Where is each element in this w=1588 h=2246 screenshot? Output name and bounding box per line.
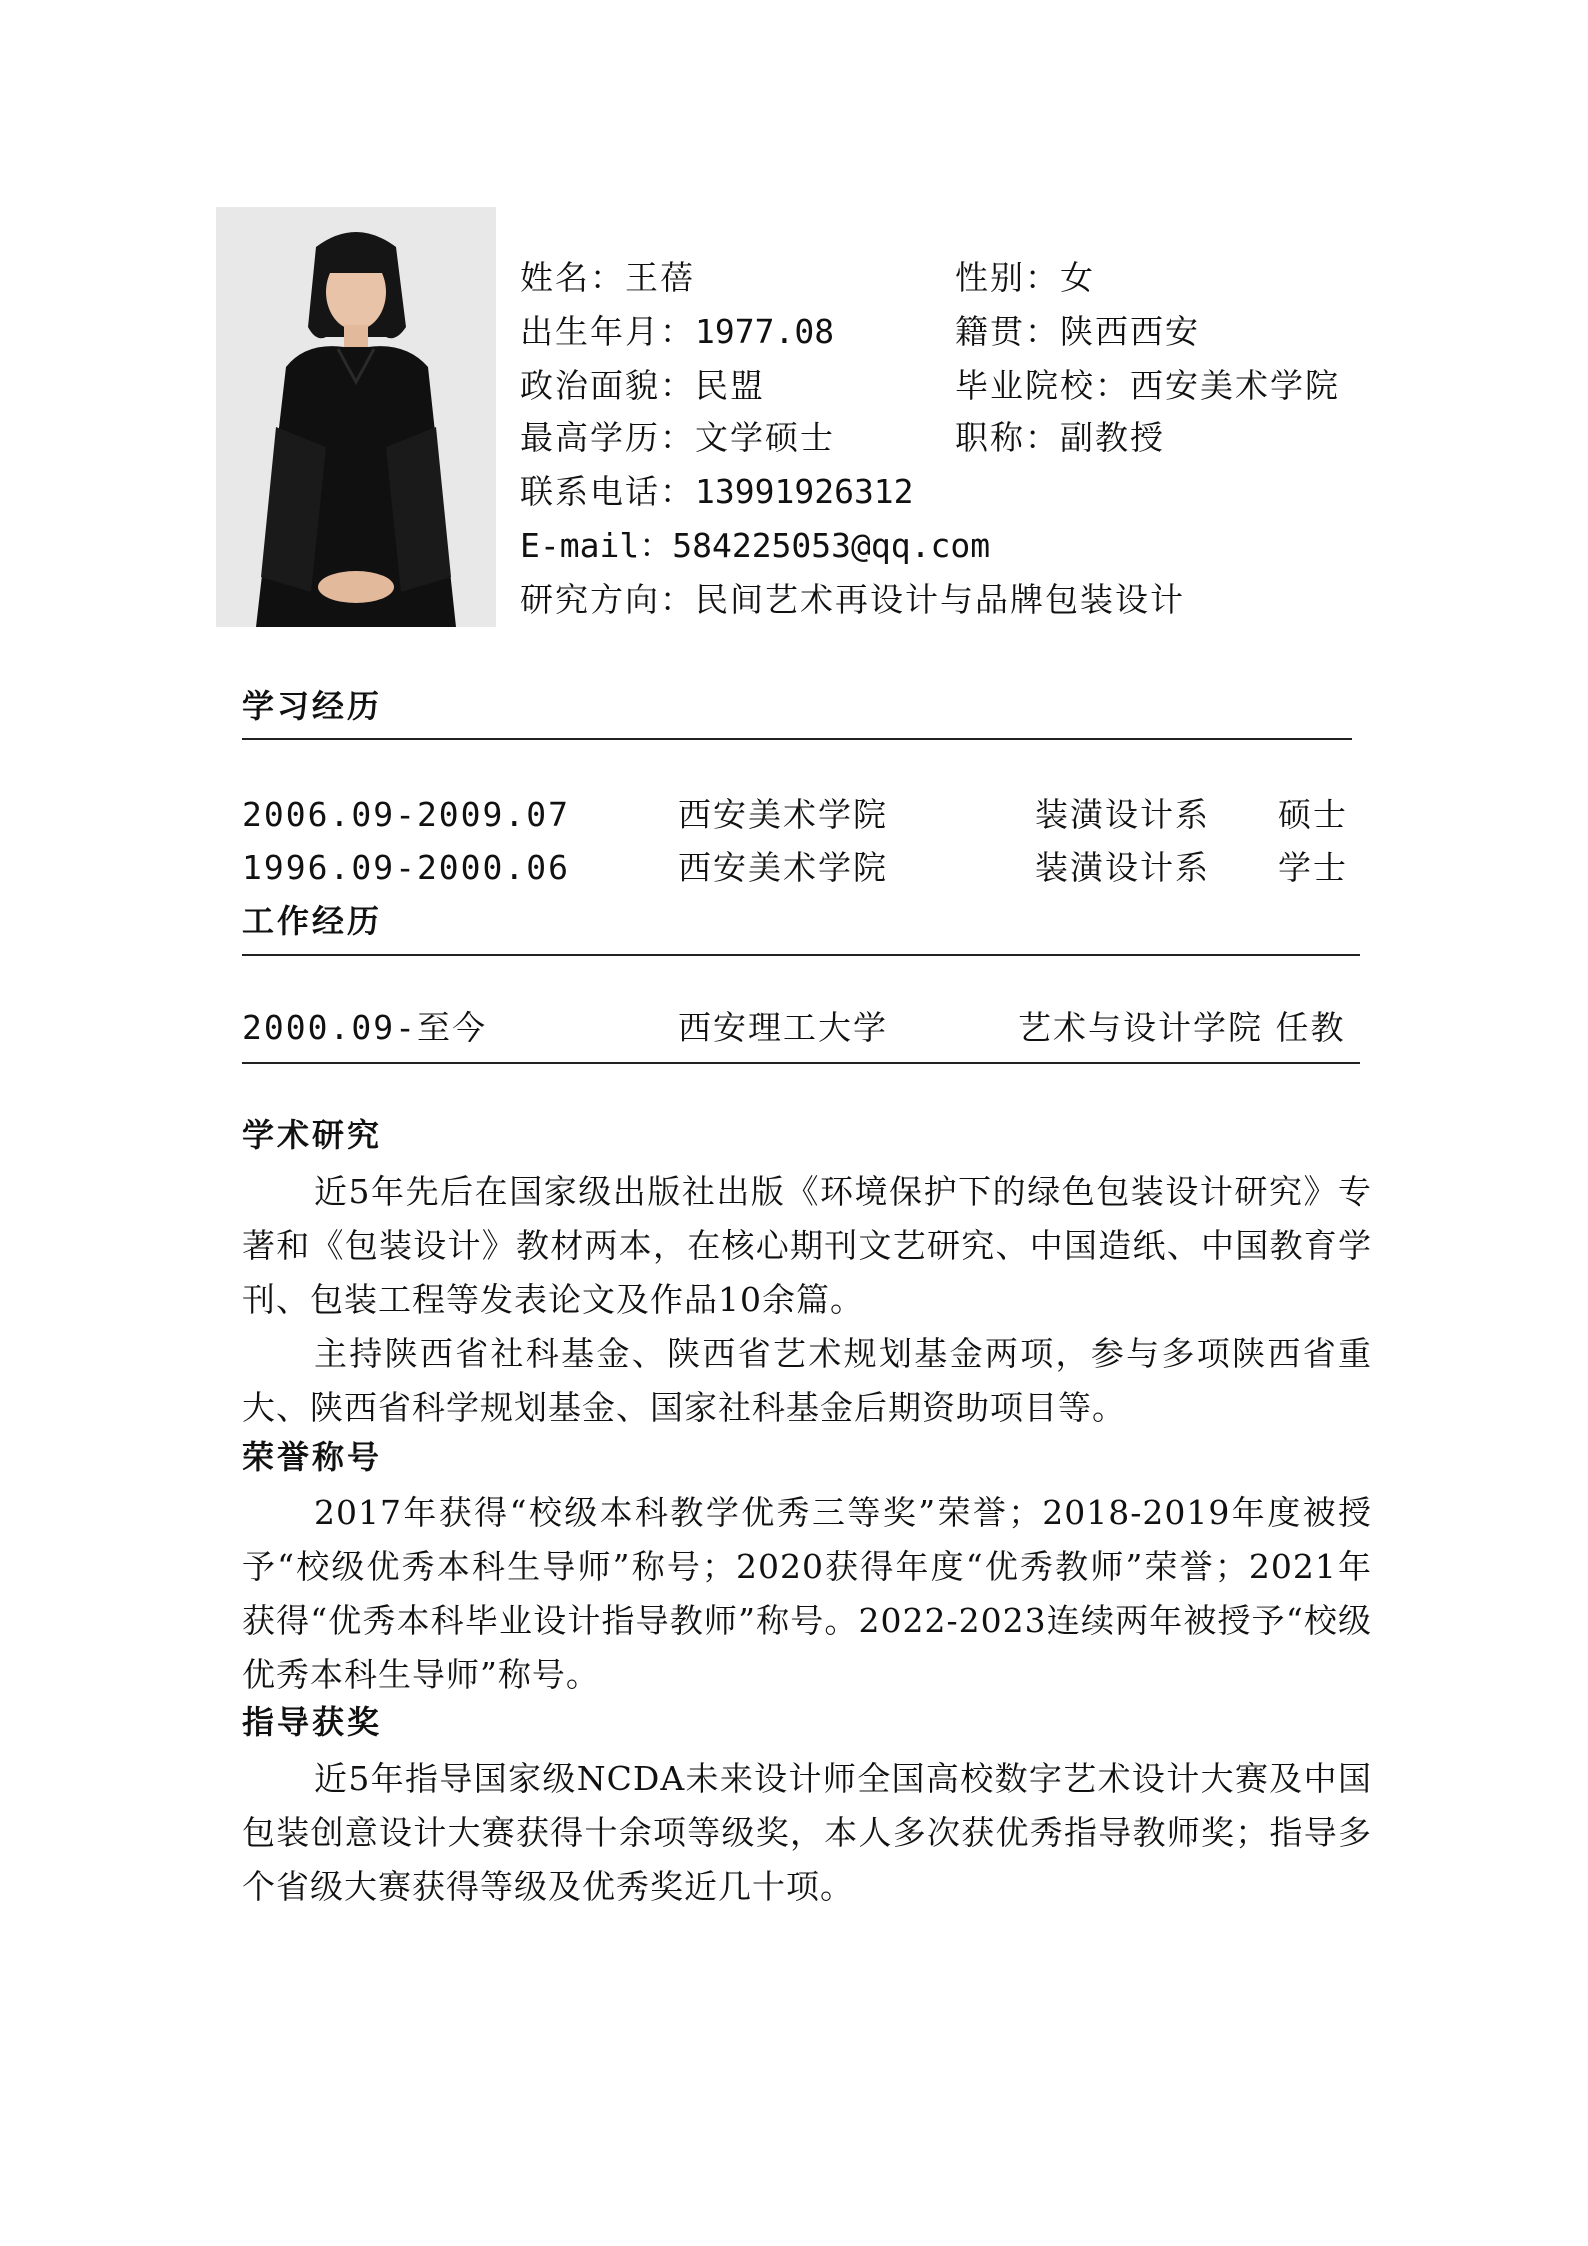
education-row-1-period: 2006.09-2009.07 — [242, 795, 571, 834]
birth-value: 1977.08 — [695, 312, 835, 351]
work-row-1-org: 西安理工大学 — [678, 1008, 888, 1047]
native-place-field: 籍贯：陕西西安 — [955, 312, 1200, 351]
profile-photo — [216, 207, 496, 627]
education-divider — [242, 738, 1352, 740]
phone-field — [520, 472, 914, 512]
education-section-title: 学习经历 — [242, 687, 383, 725]
phone-value: 13991926312 — [695, 472, 914, 511]
honors-section-title: 荣誉称号 — [242, 1438, 383, 1476]
gender-field: 性别：女 — [955, 258, 1095, 297]
name-field: 姓名：王蓓 — [520, 258, 695, 297]
education-row-2-period: 1996.09-2000.06 — [242, 848, 571, 887]
politics-field: 政治面貌：民盟 — [520, 366, 765, 405]
work-divider-top — [242, 954, 1360, 956]
birth-label: 出生年月： — [520, 312, 695, 351]
email-field — [520, 526, 990, 566]
education-row-1-degree: 硕士 — [1278, 795, 1348, 834]
education-field: 最高学历：文学硕士 — [520, 418, 835, 457]
research-paragraph-1: 近5年先后在国家级出版社出版《环境保护下的绿色包装设计研究》专著和《包装设计》教材两本，在核心期刊文艺研究、中国造纸、中国教育学刊、包装工程等发表论文及作品10余篇。 — [242, 1172, 1372, 1319]
phone-label: 联系电话： — [520, 472, 695, 511]
education-row-1-dept: 装潢设计系 — [1035, 795, 1210, 834]
education-row-1-school: 西安美术学院 — [678, 795, 888, 834]
work-divider-bottom — [242, 1062, 1360, 1064]
email-value: 584225053@qq.com — [672, 526, 991, 565]
research-direction-field: 研究方向：民间艺术再设计与品牌包装设计 — [520, 580, 1185, 619]
education-row-2-school: 西安美术学院 — [678, 848, 888, 887]
work-row-1-period: 2000.09-至今 — [242, 1008, 487, 1047]
birth-field — [520, 312, 834, 352]
email-label: E-mail： — [520, 526, 673, 565]
honors-paragraph: 2017年获得“校级本科教学优秀三等奖”荣誉；2018-2019年度被授予“校级优秀本科生导师”称号；2020获得年度“优秀教师”荣誉；2021年获得“优秀本科毕业设计指导教师”称号。2022-2023连续两年被授予“校级优秀本科生导师”称号。 — [242, 1493, 1372, 1694]
school-field: 毕业院校：西安美术学院 — [955, 366, 1340, 405]
portrait-illustration — [216, 207, 496, 627]
research-paragraph-2: 主持陕西省社科基金、陕西省艺术规划基金两项，参与多项陕西省重大、陕西省科学规划基金、国家社科基金后期资助项目等。 — [242, 1334, 1372, 1427]
research-section-title: 学术研究 — [242, 1116, 383, 1154]
education-row-2-dept: 装潢设计系 — [1035, 848, 1210, 887]
awards-section-title: 指导获奖 — [242, 1703, 383, 1741]
title-field: 职称：副教授 — [955, 418, 1165, 457]
work-section-title: 工作经历 — [242, 902, 383, 940]
education-row-2-degree: 学士 — [1278, 848, 1348, 887]
awards-paragraph: 近5年指导国家级NCDA未来设计师全国高校数字艺术设计大赛及中国包装创意设计大赛获得十余项等级奖，本人多次获优秀指导教师奖；指导多个省级大赛获得等级及优秀奖近几十项。 — [242, 1759, 1372, 1906]
work-row-1-role: 艺术与设计学院 任教 — [1018, 1008, 1346, 1047]
